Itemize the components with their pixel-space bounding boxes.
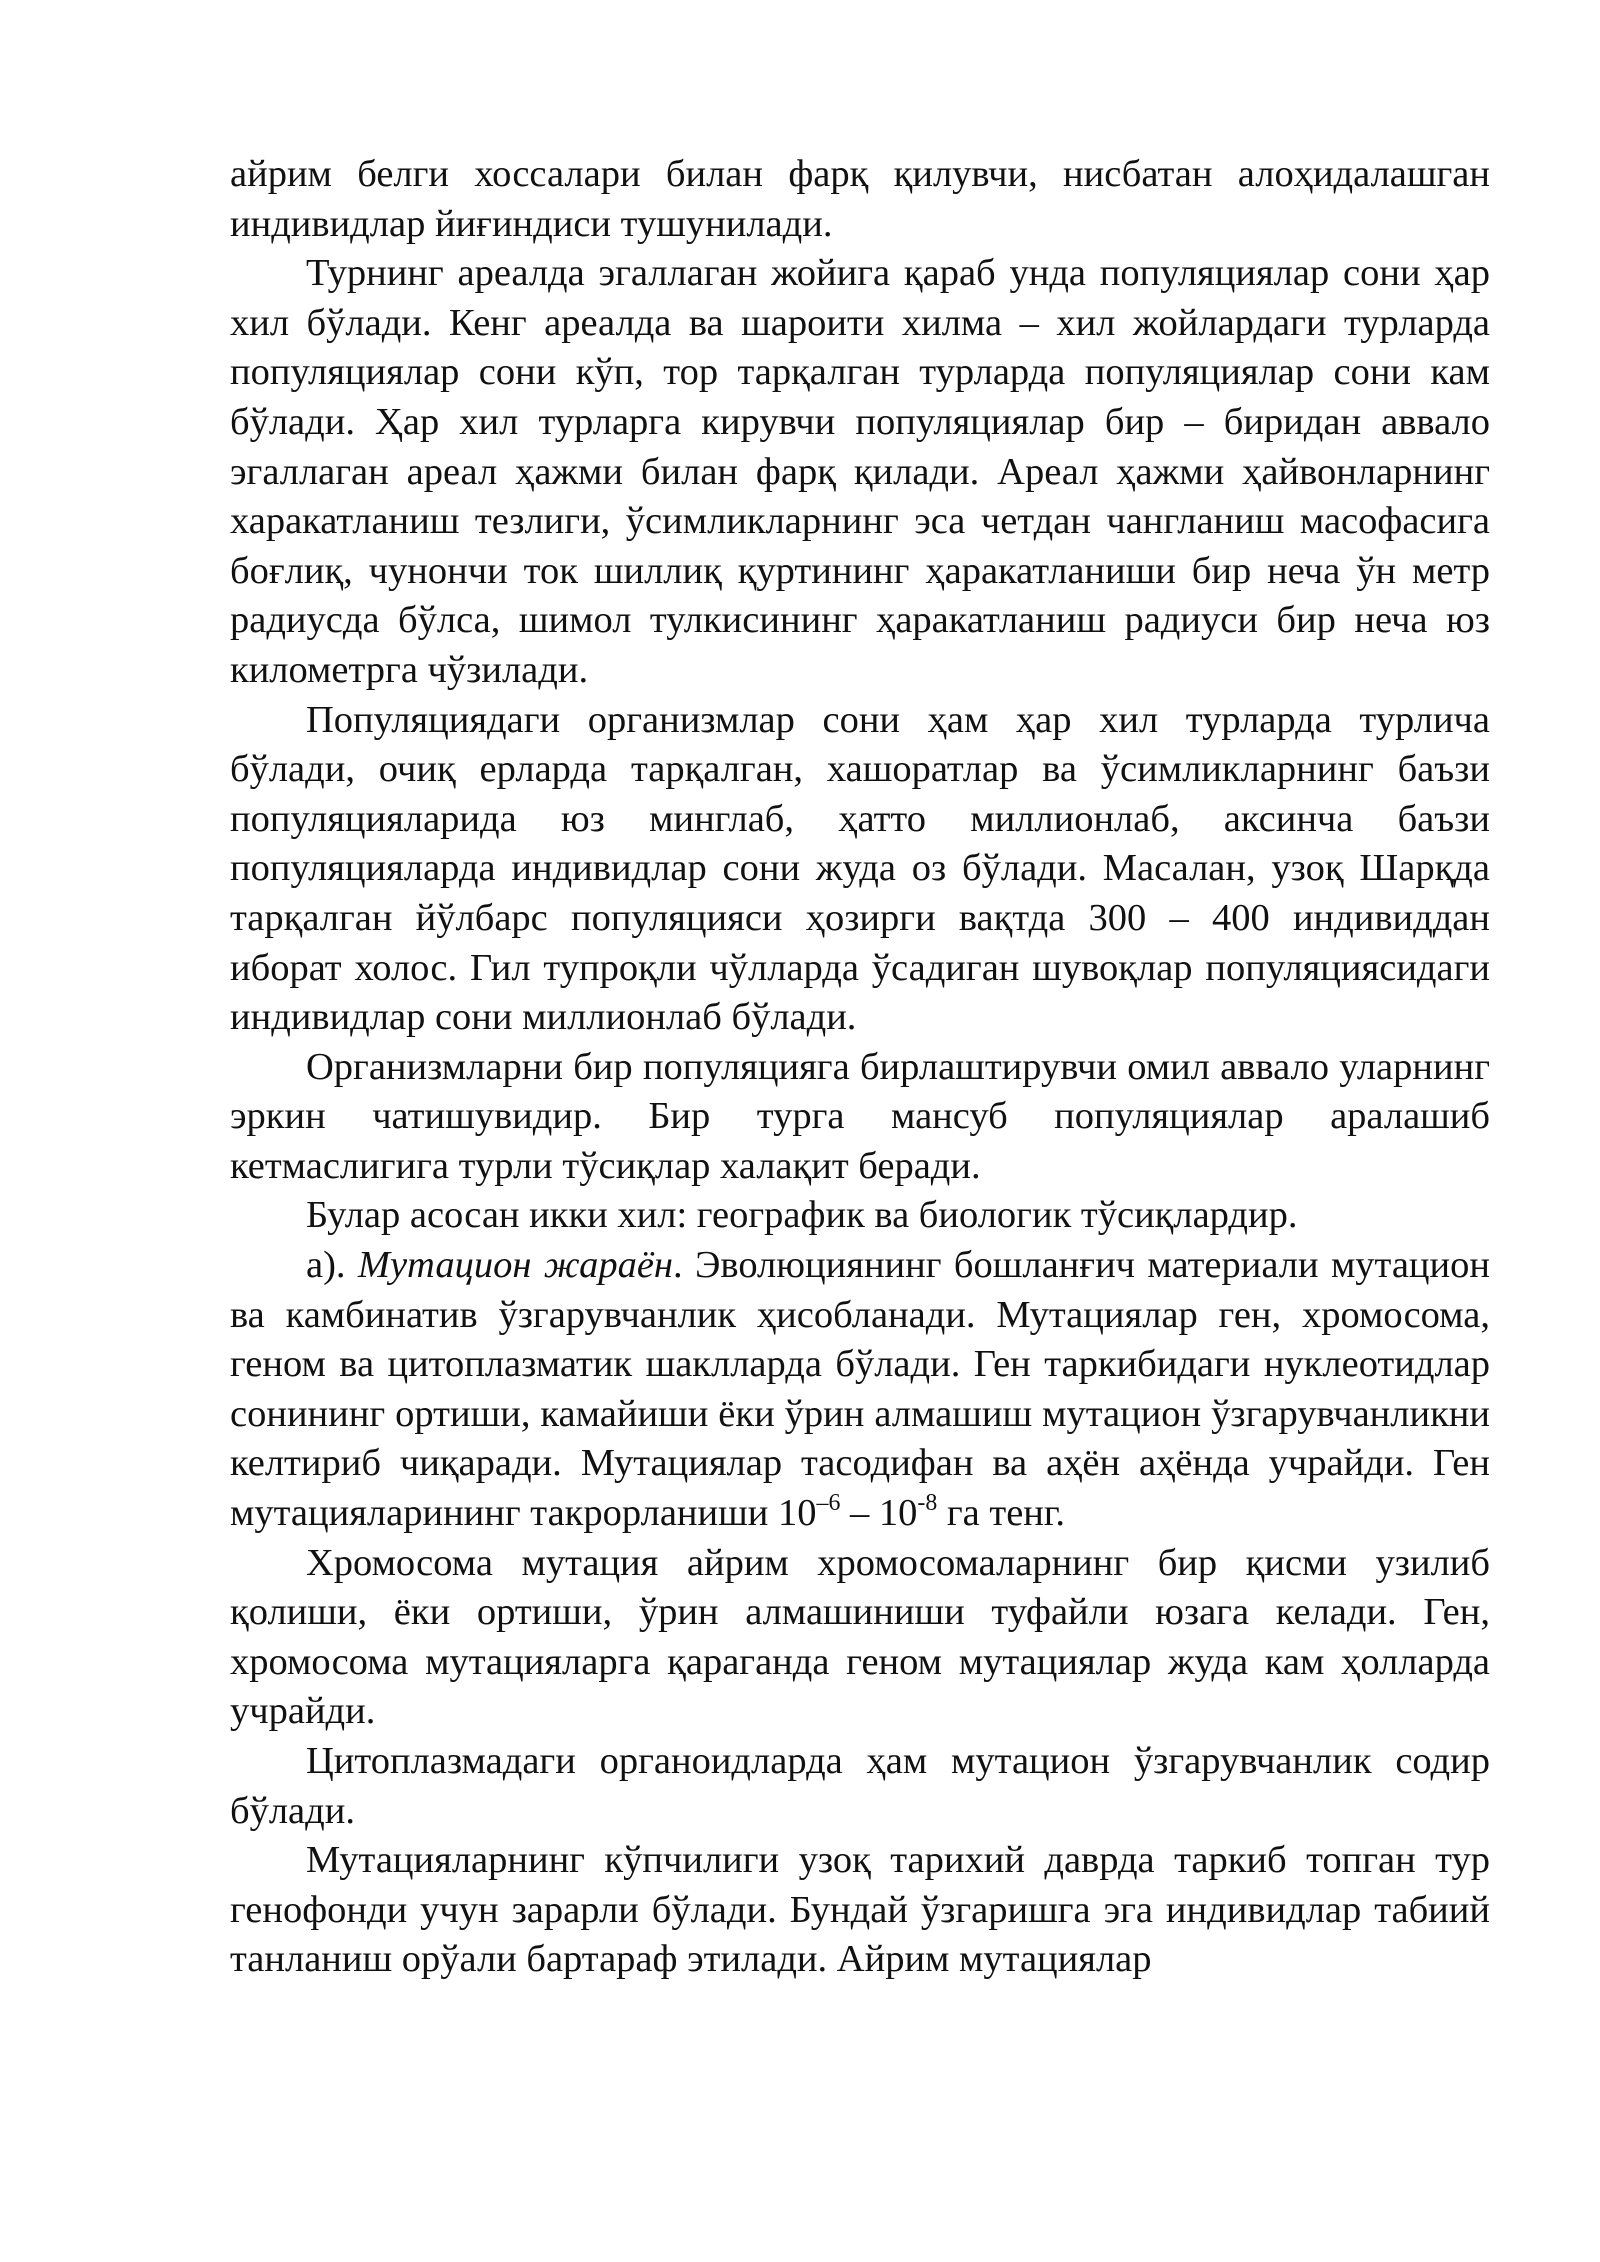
paragraph-6-body: . Эволюциянинг бошланғич материали мутацион ва камбинатив ўзгарувчанлик ҳисобланади. Мутациялар ген, хромосома, геном ва цитоплазматик шаклларда бўлади. Ген таркибидаги нуклеотидлар сонининг ортиши, камайиши ёки ўрин алмашиш мутацион ўзгарувчанликни келтириб чиқаради. Мутациялар тасодифан ва аҳён аҳёнда учрайди. Ген мутацияларининг такрорланиши 10	[230, 1244, 1490, 1535]
paragraph-5: Булар асосан икки хил: географик ва биологик тўсиқлардир.	[306, 1194, 1298, 1237]
exponent-2: -8	[917, 1490, 938, 1517]
paragraph-6	[230, 1241, 1490, 1539]
paragraph-1: айрим белги хоссалари билан фарқ қилувчи, нисбатан алоҳидалашган индивидлар йиғиндиси тушунилади.	[230, 153, 1490, 245]
paragraph-2: Турнинг ареалда эгаллаган жойига қараб унда популяциялар сони ҳар хил бўлади. Кенг ареалда ва шароити хилма – хил жойлардаги турларда популяциялар сони кўп, тор тарқалган турларда популяциялар сони кам бўлади. Ҳар хил турларга кирувчи популяциялар бир – биридан аввало эгаллаган ареал ҳажми билан фарқ қилади. Ареал ҳажми ҳайвонларнинг харакатланиш тезлиги, ўсимликларнинг эса четдан чангланиш масофасига боғлиқ, чунончи ток шиллиқ қуртининг ҳаракатланиши бир неча ўн метр радиусда бўлса, шимол тулкисининг ҳаракатланиш радиуси бир неча юз километрга чўзилади.	[230, 252, 1490, 691]
section-heading-italic: Мутацион жараён	[357, 1244, 674, 1287]
paragraph-8: Цитоплазмадаги органоидларда ҳам мутацион ўзгарувчанлик содир бўлади.	[230, 1740, 1490, 1832]
exponent-1: –6	[816, 1490, 841, 1517]
paragraph-6-prefix: а).	[306, 1244, 358, 1287]
document-page	[230, 150, 1490, 1985]
paragraph-4: Организмларни бир популяцияга бирлаштирувчи омил аввало уларнинг эркин чатишувидир. Бир турга мансуб популяциялар аралашиб кетмаслигига турли тўсиқлар халақит беради.	[230, 1045, 1490, 1187]
paragraph-9: Мутацияларнинг кўпчилиги узоқ тарихий даврда таркиб топган тур генофонди учун зарарли бўлади. Бундай ўзгаришга эга индивидлар табиий танланиш орўали бартараф этилади. Айрим мутациялар	[230, 1839, 1490, 1981]
paragraph-6-mid: – 10	[840, 1492, 918, 1535]
paragraph-7: Хромосома мутация айрим хромосомаларнинг бир қисми узилиб қолиши, ёки ортиши, ўрин алмашиниши туфайли юзага келади. Ген, хромосома мутацияларга қараганда геном мутациялар жуда кам ҳолларда учрайди.	[230, 1541, 1490, 1733]
paragraph-6-end: га тенг.	[937, 1492, 1065, 1535]
paragraph-3: Популяциядаги организмлар сони ҳам ҳар хил турларда турлича бўлади, очиқ ерларда тарқалган, хашоратлар ва ўсимликларнинг баъзи популяцияларида юз минглаб, ҳатто миллионлаб, аксинча баъзи популяцияларда индивидлар сони жуда оз бўлади. Масалан, узоқ Шарқда тарқалган йўлбарс популяцияси ҳозирги вақтда 300 – 400 индивиддан иборат холос. Гил тупроқли чўлларда ўсадиган шувоқлар популяциясидаги индивидлар сони миллионлаб бўлади.	[230, 698, 1490, 1039]
